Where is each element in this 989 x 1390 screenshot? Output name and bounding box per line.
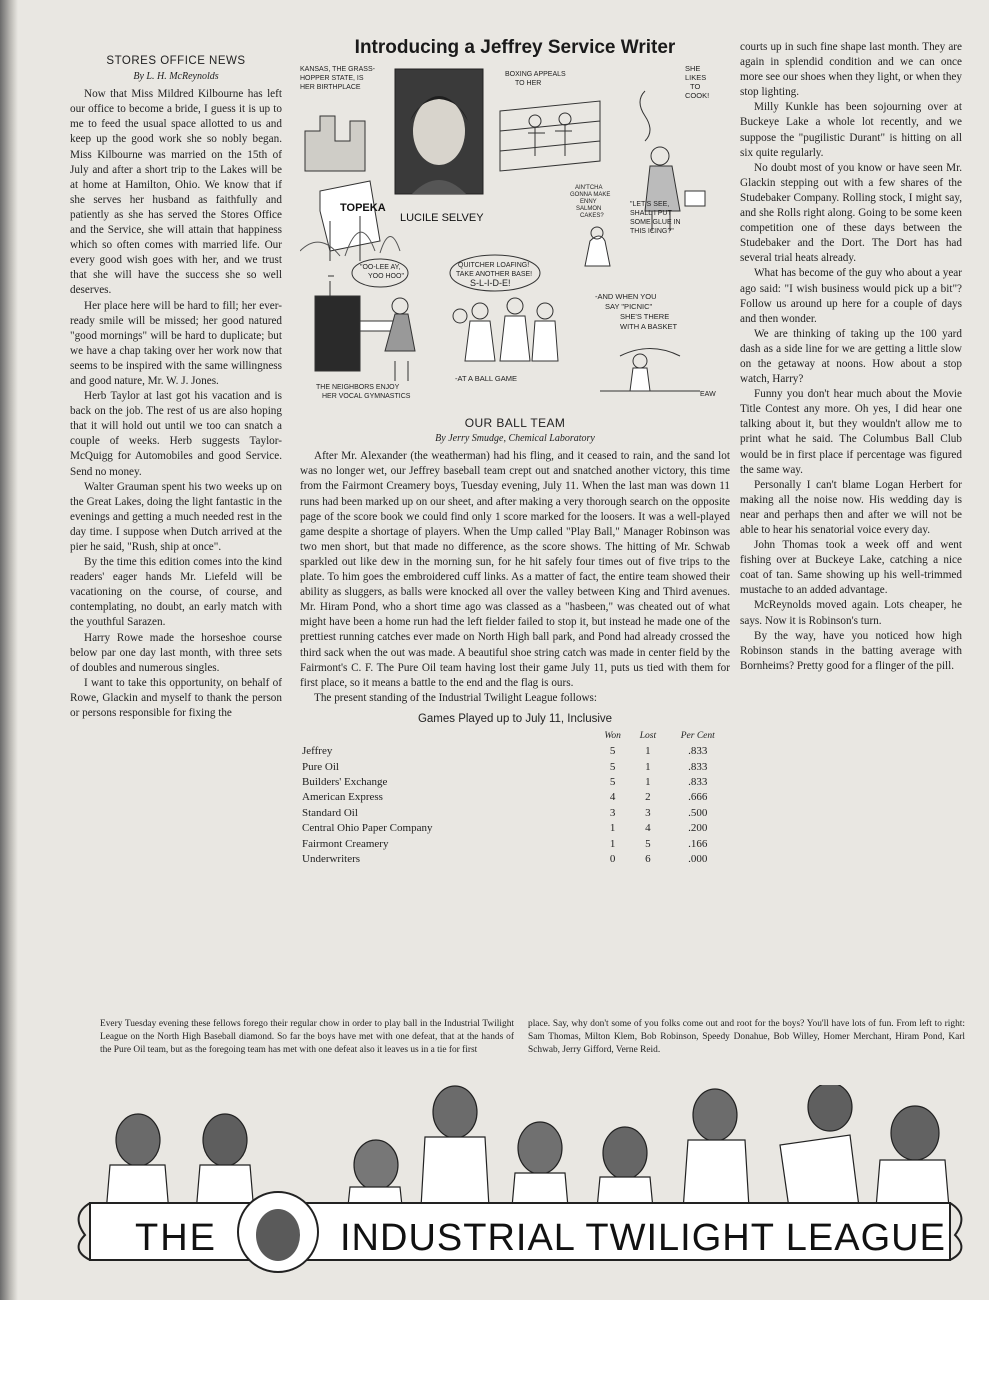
right-paragraph: What has become of the guy who about a year ago said: "I wish business would pick up a bit"? Follow us around up here for a couple of days and then wonder. (740, 267, 962, 325)
stores-paragraph: Harry Rowe made the horseshoe course below par one day last month, with three sets of doubles and numerous singles. (70, 631, 282, 674)
stores-paragraph: Now that Miss Mildred Kilbourne has left our office to become a bride, I guess it is up to me to feed the usual space allotted to us and keep up the good work she so nobly began. Miss Kilbourne was married on the 15th of July and after a short trip to the Lakes will be at home at Hamilton, Ohio. We know that if she serves her husband as faithfully and patiently as she has served the Stores Office and the Service, she will attain that happiness which so often comes with married life. Our every good wish goes with her, and we trust that she will have the success she so well deserves. (70, 88, 282, 297)
table-row: Underwriters 0 6 .000 (302, 852, 708, 865)
table-row: Jeffrey 5 1 .833 (302, 745, 708, 758)
header-pct: Per Cent (680, 730, 715, 741)
ballteam-title: OUR BALL TEAM (464, 416, 566, 431)
svg-text:BOXING APPEALS TO HER: BOXING APPEALS TO HER (505, 71, 566, 88)
team-caption-left: Every Tuesday evening these fellows forego their regular chow in order to play ball in the Industrial Twilight League on the North High Baseball diamond. So far the boys have met with one defeat, that at the hands of the Pure Oil team, but as the foregoing team has met with one defeat also it leaves us in a tie for first (100, 1019, 514, 1056)
banner-word-the: THE (135, 1217, 217, 1259)
league-banner (0, 1085, 989, 1285)
table-row: Fairmont Creamery 1 5 .166 (302, 837, 708, 850)
table-row: Central Ohio Paper Company 1 4 .200 (302, 822, 708, 835)
stores-paragraph: Her place here will be hard to fill; her ever-ready smile will be missed; her good natured "good mornings" will be hard to duplicate; but we have a chap taking over her work now that seems to be inspired with the same willingness and good nature, Mr. W. J. Jones. (70, 299, 282, 387)
right-paragraph: John Thomas took a week off and went fishing over at Buckeye Lake, catching a nice coat of tan. Same showing up his well-trimmed mustache to an added advantage. (740, 539, 962, 597)
standings-table (300, 729, 730, 867)
svg-text:"OO-LEE AY, YOO HOO": "OO-LEE AY, YOO HOO" (360, 264, 404, 281)
svg-text:KANSAS, THE GRASS- HOP: KANSAS, THE GRASS- HOPPER STATE, IS HER BIRTHPLACE (300, 66, 375, 92)
right-paragraph: McReynolds moved again. Lots cheaper, he says. Now it is Robinson's turn. (740, 599, 962, 627)
cartoon-illustration (300, 61, 730, 406)
stores-paragraph: I want to take this opportunity, on behalf of Rowe, Glackin and myself to thank the person or persons responsible for fixing the (70, 676, 282, 720)
ballteam-paragraph: The present standing of the Industrial Twilight League follows: (314, 691, 597, 704)
dog-drawing (585, 227, 610, 266)
center-column (300, 37, 730, 867)
header-won: Won (604, 730, 621, 741)
svg-text:-AND WHEN YOU SAY "PIC: -AND WHEN YOU SAY "PICNIC" SHE'S THERE WITH A BASKET (595, 292, 678, 332)
table-row: American Express 4 2 .666 (302, 791, 708, 804)
standings-title: Games Played up to July 11, Inclusive (417, 712, 613, 725)
stores-paragraph: By the time this edition comes into the kind readers' eager hands Mr. Liefeld will be vacationing on the course, of course, and contemplating, no doubt, an early match with the youthful Sarazen. (70, 556, 282, 629)
svg-text:THE NEIGHBORS ENJOY HE: THE NEIGHBORS ENJOY HER VOCAL GYMNASTICS (316, 384, 411, 401)
city-skyline-drawing (300, 116, 400, 261)
right-column (740, 40, 962, 674)
stores-byline: By L. H. McReynolds (133, 71, 219, 83)
svg-text:SHE LIKES TO: SHE LIKES TO COOK! (685, 64, 710, 101)
stores-title: STORES OFFICE NEWS (106, 55, 246, 67)
picnic-drawing (600, 349, 700, 392)
team-caption-right: place. Say, why don't some of you folks come out and root for the boys? You'll have lots of fun. From left to right: Sam Thomas, Milton Klem, Bob Robinson, Speedy Donahue, Bob Willey, Homer Merchant, Hiram Pond, Karl Schwab, Jerry Gifford, Verne Reid. (528, 1019, 965, 1056)
header-lost: Lost (639, 730, 657, 741)
banner-league-name: INDUSTRIAL TWILIGHT LEAGUE (340, 1217, 946, 1259)
portrait-name: LUCILE SELVEY (400, 212, 484, 225)
ballgame-label: -AT A BALL GAME (455, 374, 517, 384)
right-paragraph: No doubt most of you know or have seen Mr. Glackin stepping out with a few shares of the Studebaker Company. Rolling stock, I might say, and she Rolls right along. Going to be some keen competition one of these days between the Studebaker and the Dort. The Dort has had several trial heats already. (740, 161, 962, 265)
stores-paragraph: Herb Taylor at last got his vacation and is back on the job. The rest of us are also hoping that it will hold out until we too can snatch a couple of weeks. Herb suggests Taylor-McQuigg for Automobiles and good Service. Send no money. (70, 390, 282, 478)
svg-text:AIN'TCHA GONNA MAKE: AIN'TCHA GONNA MAKE ENNY SALMON CAKES? (570, 185, 611, 220)
stores-office-column (70, 50, 282, 721)
piano-drawing (315, 276, 415, 381)
ballteam-body (300, 449, 730, 706)
ballteam-byline: By Jerry Smudge, Chemical Laboratory (435, 433, 595, 445)
crowd-drawing (453, 298, 558, 361)
table-row: Pure Oil 5 1 .833 (302, 760, 708, 773)
right-paragraph: We are thinking of taking up the 100 yard dash as a side line for we are getting a little slow on the getaway at noons. How about a stop watch, Harry? (740, 327, 962, 386)
right-paragraph: Personally I can't blame Logan Herbert for making all the noise now. His wedding day is near and perhaps then and after we will not be able to hear his senatorial voice every day. (740, 478, 962, 536)
artist-signature: EAW (700, 391, 716, 399)
right-paragraph: By the way, have you noticed how high Robinson stands in the batting average with Bornheims? Pretty good for a flinger of the pill. (740, 629, 962, 672)
feature-title: Introducing a Jeffrey Service Writer (354, 37, 676, 58)
boxing-ring-drawing (500, 101, 600, 171)
emblem-face (256, 1209, 300, 1261)
svg-text:"LET'S SEE, SHALL I PU: "LET'S SEE, SHALL I PUT SOME GLUE IN THIS ICING?" (630, 201, 681, 236)
stores-paragraph: Walter Grauman spent his two weeks up on the Great Lakes, doing the light fantastic in the evenings and getting a much needed rest in the day time. I suppose when Dutch arrived at the pier he said, "Rush, ship at once". (70, 480, 282, 553)
topeka-label: TOPEKA (340, 202, 386, 215)
table-row: Standard Oil 3 3 .500 (302, 806, 708, 819)
svg-text:QUITCHER LOAFING! TAKE: QUITCHER LOAFING! TAKE ANOTHER BASE! S-L-I-D-E! (456, 262, 533, 289)
right-paragraph: Funny you don't hear much about the Movie Title Contest any more. Oh yes, I did hear one talking about it, but they wouldn't allow me to print what he said. The Columbus Ball Club would be in first place if percentage was figured the same way. (740, 388, 962, 476)
right-paragraph: courts up in such fine shape last month. They are again in splendid condition and we can once more see our shoes when they light, or when they stop lighting. (740, 41, 962, 99)
right-paragraph: Milly Kunkle has been sojourning over at Buckeye Lake a whole lot recently, and we suppose the "pugilistic Durant" is hitting on all six quite regularly. (740, 101, 962, 159)
table-row: Builders' Exchange 5 1 .833 (302, 775, 708, 788)
portrait-photo (395, 69, 483, 194)
ballteam-paragraph: After Mr. Alexander (the weatherman) had his fling, and it ceased to rain, and the sand lot was no longer wet, our Jeffrey baseball team crept out and snatched another victory, this time from the Fairmont Creamery boys, Tuesday evening, July 11. When the last man was down 11 runs had been marked up on our sheet, and after making a very thorough search on the opposite page of the score book we could find only 1 score marked for the loosers. It was a well-played game despite a shortage of players. When the Ump called "Play Ball," Manager Robinson was two men short, but that made no difference, as the score shows. The hitting of Mr. Schwab sparkled out like dew in the morning sun, for he hit safely four times out of five trips to the plate. To him goes the embroidered cuff links. As a matter of fact, the entire team showed their ability as sluggers, as balls were knocked all over the valley between King and Third avenues. Mr. Hiram Pond, who a short time ago was classed as a "hasbeen," was cheated out of what might have been a home run had the left fielder failed to stop it, but instead he made one of the prettiest running catches ever made on North High ball park, and Pond had already crossed the third sack when the out was made. A beautiful shoe string catch was made in center field by the Fairmont's C. F. The Pure Oil team having lost their game July 11, puts us tied with them for first place, so it means a battle to the end and the flag is ours. (300, 450, 730, 689)
